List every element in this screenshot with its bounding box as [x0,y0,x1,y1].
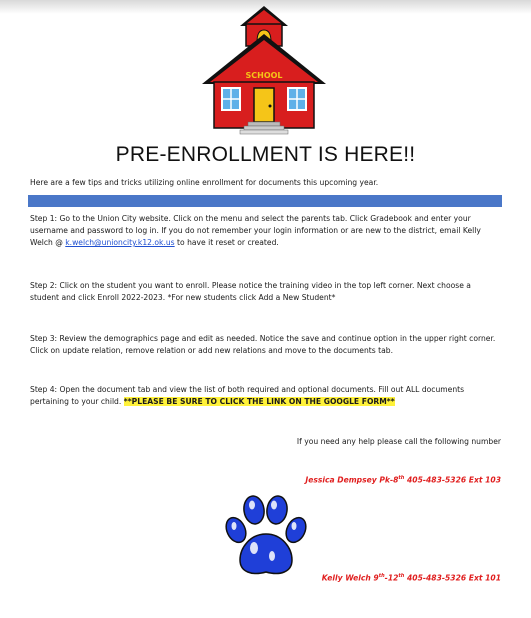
contact-grade-suffix-end: th [398,573,405,579]
contact-grade-suffix: th [398,475,405,481]
school-sign-text: SCHOOL [245,71,283,80]
step-2-text: : Click on the student you want to enroll. Please notice the training video in the top left corner. Next choose a student and click Enroll 2022-2023. *For new students click Add a New Student* [30,281,471,302]
contact-jessica-dempsey [305,475,501,485]
email-link[interactable]: k.welch@unioncity.k12.ok.us [65,238,175,247]
intro-text: Here are a few tips and tricks utilizing online enrollment for documents this upcoming year. [30,178,379,187]
contact-grade-suffix: th [378,573,385,579]
step-4-paragraph [30,384,500,408]
step-3-text: : Review the demographics page and edit as needed. Notice the save and continue option in the upper right corner. Click on update relation, remove relation or add new relations and move to the documents tab. [30,334,496,355]
step-2-label: Step 2 [30,281,55,290]
contact-grades: Pk-8 [376,475,399,485]
contact-grades: 9 [370,573,379,583]
paw-print-icon [220,490,312,582]
help-text: If you need any help please call the following number [296,437,501,446]
step-3-label: Step 3 [30,334,55,343]
page-title: PRE-ENROLLMENT IS HERE!! [115,143,416,166]
step-1-text: : Go to the Union City website. Click on the menu and select the parents tab. Click Gradebook and enter your username and password to log in. If you do not remember your login information or are new to the district, email Kelly Welch @ [30,214,481,247]
step-3-paragraph [30,333,500,357]
step-1-paragraph [30,213,500,249]
contact-kelly-welch [322,573,501,583]
step-1-text-end: to have it reset or created. [174,238,279,247]
google-form-highlight: **PLEASE BE SURE TO CLICK THE LINK ON THE GOOGLE FORM** [123,397,395,406]
contact-name: Jessica Dempsey [305,475,377,485]
accent-divider-bar [28,195,502,207]
step-4-label: Step 4 [30,385,55,394]
contact-phone: 405-483-5326 Ext 101 [404,573,501,583]
schoolhouse-icon [200,4,328,136]
contact-grades-end: -12 [384,573,399,583]
step-4-text: : Open the document tab and view the list of both required and optional documents. Fill out ALL documents pertaining to your child. [30,385,465,406]
contact-phone: 405-483-5326 Ext 103 [404,475,501,485]
contact-name: Kelly Welch [321,573,371,583]
step-2-paragraph [30,280,500,304]
step-1-label: Step 1 [30,214,55,223]
